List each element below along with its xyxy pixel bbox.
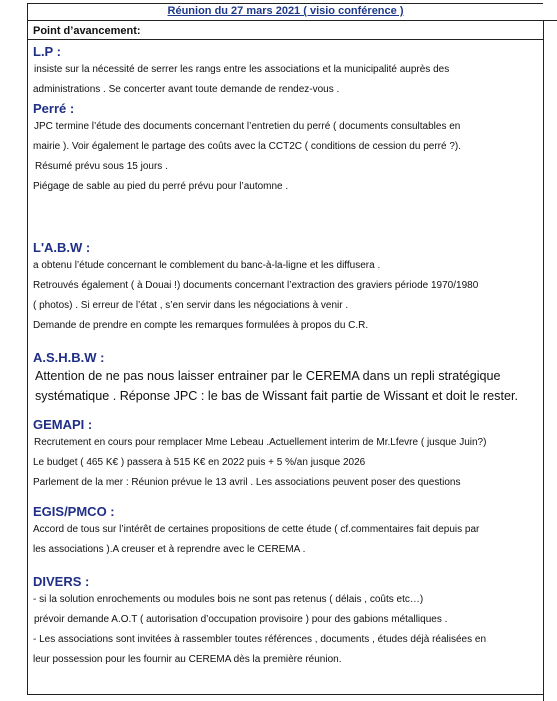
section-heading: GEMAPI : — [33, 417, 93, 432]
section-abw — [33, 240, 541, 336]
section-ashbw — [33, 350, 541, 406]
document-title: Réunion du 27 mars 2021 ( visio conférence ) — [167, 5, 404, 17]
section-text-line: Résumé prévu sous 15 jours . — [35, 161, 168, 172]
section-heading: DIVERS : — [33, 574, 90, 589]
section-label: Point d’avancement: — [33, 25, 141, 37]
section-egis-pmco — [33, 504, 541, 560]
section-heading: L'A.B.W : — [33, 240, 91, 255]
section-text-line: JPC termine l’étude des documents concernant l’entretien du perré ( documents consultables en — [34, 121, 461, 132]
section-heading: EGIS/PMCO : — [33, 504, 115, 519]
section-text-line: Le budget ( 465 K€ ) passera à 515 K€ en 2022 puis + 5 %/an jusque 2026 — [33, 457, 366, 468]
section-text-line: Piégage de sable au pied du perré prévu pour l’automne . — [33, 181, 289, 192]
section-heading: A.S.H.B.W : — [33, 350, 105, 365]
section-heading: Perré : — [33, 101, 75, 116]
section-text-line: - Les associations sont invitées à rassembler toutes références , documents , études déjà réalisées en — [33, 634, 487, 645]
section-divers — [33, 574, 541, 670]
section-text-line: prévoir demande A.O.T ( autorisation d’occupation provisoire ) pour des gabions métalliques . — [34, 614, 448, 625]
meeting-minutes-table — [27, 3, 543, 695]
section-text-line: les associations ).A creuser et à reprendre avec le CEREMA . — [33, 544, 306, 555]
section-text-line: ( photos) . Si erreur de l’état , s’en servir dans les négociations à venir . — [33, 300, 349, 311]
section-text-line: systématique . Réponse JPC : le bas de Wissant fait partie de Wissant et doit le rester. — [35, 389, 518, 403]
section-lp — [33, 44, 541, 100]
section-heading: L.P : — [33, 44, 61, 59]
section-text-line: Attention de ne pas nous laisser entrainer par le CEREMA dans un repli stratégique — [35, 369, 501, 383]
section-perre — [33, 101, 541, 197]
title-divider — [28, 20, 543, 21]
section-text-line: insiste sur la nécessité de serrer les rangs entre les associations et la municipalité auprès des — [34, 64, 450, 75]
subtitle-divider — [28, 39, 543, 40]
section-text-line: a obtenu l’étude concernant le comblement du banc-à-la-ligne et les diffusera . — [33, 260, 381, 271]
section-text-line: leur possession pour les fournir au CEREMA dès la première réunion. — [33, 654, 342, 665]
section-text-line: administrations . Se concerter avant toute demande de rendez-vous . — [33, 84, 340, 95]
section-text-line: Parlement de la mer : Réunion prévue le 13 avril . Les associations peuvent poser des questions — [33, 477, 461, 488]
section-gemapi — [33, 417, 541, 493]
section-text-line: mairie ). Voir également le partage des coûts avec la CCT2C ( conditions de cession du perré ?). — [33, 141, 461, 152]
section-text-line: Accord de tous sur l’intérêt de certaines propositions de cette étude ( cf.commentaires fait depuis par — [33, 524, 480, 535]
section-text-line: - si la solution enrochements ou modules bois ne sont pas retenus ( délais , coûts etc…) — [33, 594, 424, 605]
section-text-line: Demande de prendre en compte les remarques formulées à propos du C.R. — [33, 320, 369, 331]
right-empty-column — [543, 20, 557, 701]
section-text-line: Recrutement en cours pour remplacer Mme Lebeau .Actuellement interim de Mr.Lfevre ( jusque Juin?) — [34, 437, 487, 448]
section-text-line: Retrouvés également ( à Douai !) documents concernant l’extraction des graviers période 1970/1980 — [33, 280, 479, 291]
